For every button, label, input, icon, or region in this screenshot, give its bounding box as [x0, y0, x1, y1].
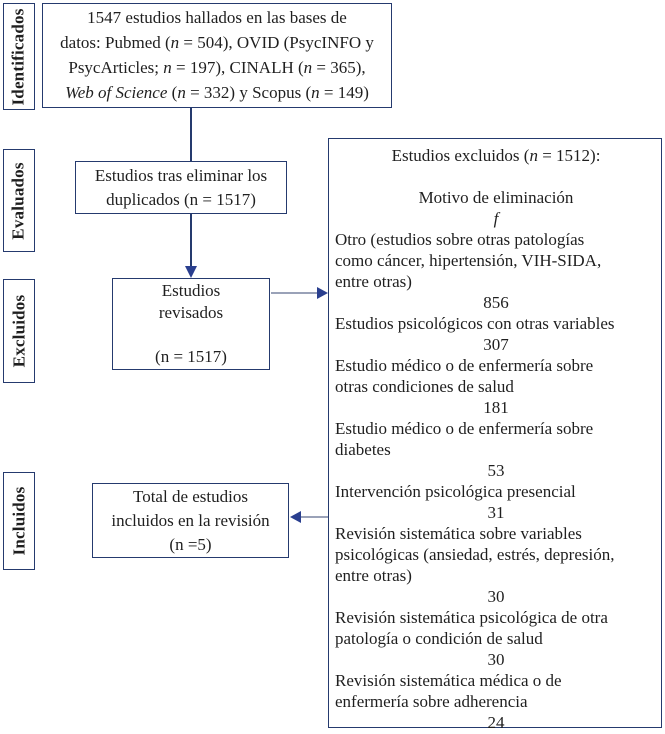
excluded-studies-title: Estudios excluidos (n = 1512):	[391, 146, 601, 165]
excluded-studies-spacer	[335, 166, 657, 187]
excluded-item	[335, 229, 657, 313]
excluded-item-label: Estudio médico o de enfermería sobre diabetes	[335, 419, 594, 459]
excluded-item	[335, 313, 657, 355]
stage-label-excluidos	[3, 279, 35, 383]
excluded-item-count: 24	[487, 713, 505, 732]
excluded-item	[335, 481, 657, 523]
reviewed-studies-text: Estudios revisados (n = 1517)	[155, 281, 227, 366]
stage-label-evaluados	[3, 149, 35, 252]
arrow-deduplicated-to-reviewed-line	[190, 214, 192, 267]
excluded-item-label: Otro (estudios sobre otras patologías como cáncer, hipertensión, VIH-SIDA, entre otras)	[335, 230, 602, 291]
deduplicated-studies-box	[75, 161, 287, 214]
excluded-item-label: Intervención psicológica presencial	[335, 482, 576, 501]
excluded-item	[335, 607, 657, 670]
excluded-item-count: 856	[483, 293, 509, 312]
arrow-excluded-to-included-line	[301, 516, 328, 518]
identified-studies-text: 1547 estudios hallados en las bases de datos: Pubmed (n = 504), OVID (PsycINFO y PsycArticles; n = 197), CINALH (n = 365), Web of Science (n = 332) y Scopus (n = 149)	[60, 8, 374, 102]
excluded-item-label: Revisión sistemática sobre variables psicológicas (ansiedad, estrés, depresión, entre otras)	[335, 524, 615, 585]
stage-label-identificados	[3, 3, 35, 110]
excluded-item-count: 53	[487, 461, 505, 480]
excluded-item-label: Revisión sistemática médica o de enfermería sobre adherencia	[335, 671, 562, 711]
deduplicated-studies-text: Estudios tras eliminar los duplicados (n = 1517)	[94, 166, 268, 209]
excluded-item-label: Estudio médico o de enfermería sobre otras condiciones de salud	[335, 356, 594, 396]
included-studies-text: Total de estudios incluidos en la revisión (n =5)	[111, 487, 270, 554]
excluded-reason-header: Motivo de eliminación	[418, 188, 574, 207]
stage-label-excluidos-text: Excluidos	[9, 294, 28, 368]
reviewed-studies-box	[112, 278, 270, 370]
excluded-item-count: 307	[483, 335, 509, 354]
arrow-reviewed-to-excluded-head	[317, 287, 328, 299]
stage-label-incluidos-text: Incluidos	[9, 486, 29, 556]
arrow-excluded-to-included-head	[290, 511, 301, 523]
included-studies-box	[92, 483, 289, 558]
excluded-item	[335, 670, 657, 733]
arrow-reviewed-to-excluded-line	[271, 292, 318, 294]
excluded-item-count: 30	[487, 650, 505, 669]
arrow-deduplicated-to-reviewed-head	[185, 266, 197, 278]
excluded-item-label: Estudios psicológicos con otras variables	[335, 314, 615, 333]
excluded-item-count: 181	[483, 398, 509, 417]
excluded-studies-box	[328, 138, 662, 732]
excluded-item-count: 30	[487, 587, 505, 606]
excluded-item-label: Revisión sistemática psicológica de otra patología o condición de salud	[335, 608, 608, 648]
excluded-item-count: 31	[487, 503, 505, 522]
stage-label-evaluados-text: Evaluados	[9, 161, 29, 240]
excluded-item	[335, 355, 657, 418]
frequency-symbol: f	[493, 209, 499, 228]
stage-label-incluidos	[3, 472, 35, 570]
stage-label-identificados-text: Identificados	[9, 7, 28, 106]
identified-studies-box	[42, 3, 392, 108]
excluded-item	[335, 523, 657, 607]
excluded-item	[335, 418, 657, 481]
connector-identified-to-deduplicated	[190, 108, 192, 162]
